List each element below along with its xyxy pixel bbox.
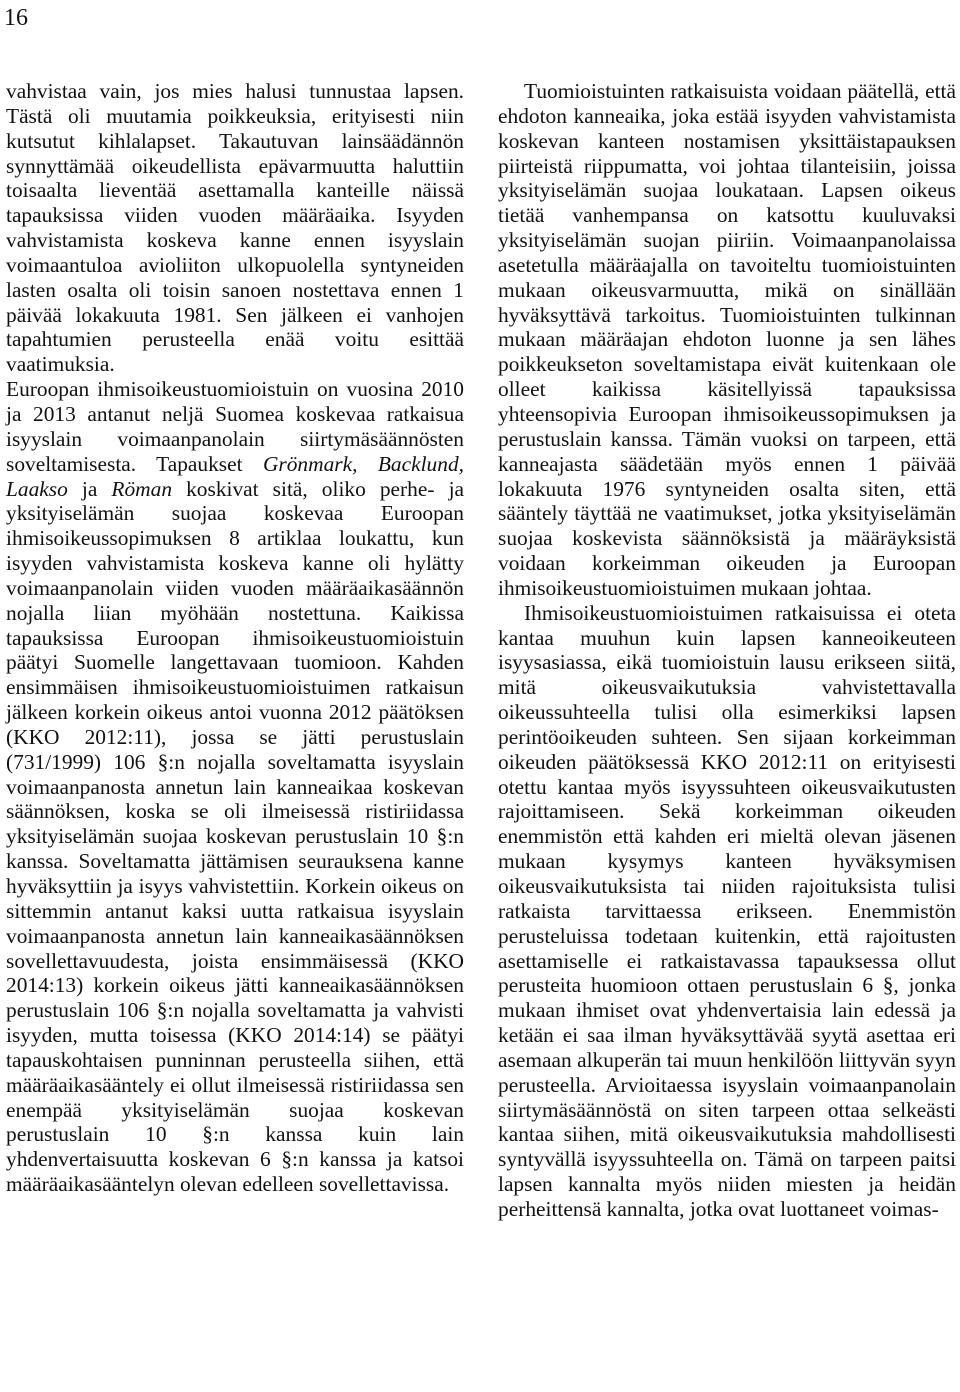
paragraph-text: ja [67, 476, 112, 501]
right-column [498, 79, 956, 1222]
case-names: Grönmark, Backlund, Laakso [6, 451, 464, 501]
left-column [6, 79, 464, 1197]
paragraph-text: Euroopan ihmisoikeustuomioistuin on vuosina 2010 ja 2013 antanut neljä Suomea koskevaa ratkaisua isyyslain voimaanpanolain siirtymäsäännösten soveltamisesta. Tapaukset [6, 377, 464, 476]
left-paragraph-1: vahvistaa vain, jos mies halusi tunnustaa lapsen. Tästä oli muutamia poikkeuksia, erityisesti niin kutsutut kihlalapset. Takautuvan lainsäädännön synnyttämää oikeudellista epävarmuutta haluttiin toisaalta lieventää asettamalla kanteille näissä tapauksissa viiden vuoden määräaika. Isyyden vahvistamista koskeva kanne ennen isyyslain voimaantuloa avioliiton ulkopuolella syntyneiden lasten osalta oli toisin sanoen nostettava ennen 1 päivää lokakuuta 1981. Sen jälkeen ei vanhojen tapahtumien perusteella enää voitu esittää vaatimuksia. [6, 79, 464, 377]
left-paragraph-2 [6, 377, 464, 1197]
paragraph-text: koskivat sitä, oliko perhe- ja yksityiselämän suojaa koskevaa Euroopan ihmisoikeussopimuksen 8 artiklaa loukattu, kun isyyden vahvistamista koskeva kanne oli hylätty voimaanpanolain viiden vuoden määräaikasäännön nojalla liian myöhään nostettuna. Kaikissa tapauksissa Euroopan ihmisoikeustuomioistuin päätyi Suomelle langettavaan tuomioon. Kahden ensimmäisen ihmisoikeustuomioistuimen ratkaisun jälkeen korkein oikeus antoi vuonna 2012 päätöksen (KKO 2012:11), jossa se jätti perustuslain (731/1999) 106 §:n nojalla soveltamatta isyyslain voimaanpanosta annetun lain kanneaikaa koskevan säännöksen, koska se oli ilmeisessä ristiriidassa yksityiselämän suojaa koskevan perustuslain 10 §:n kanssa. Soveltamatta jättämisen seurauksena kanne hyväksyttiin ja isyys vahvistettiin. Korkein oikeus on sittemmin antanut kaksi uutta ratkaisua isyyslain voimaanpanosta annetun lain kanneaikasäännöksen sovellettavuudesta, joista ensimmäisessä (KKO 2014:13) korkein oikeus jätti kanneaikasäännöksen perustuslain 106 §:n nojalla soveltamatta ja vahvisti isyyden, mutta toisessa (KKO 2014:14) se päätyi tapauskohtaisen punninnan perusteella siihen, että määräaikasääntely ei ollut ilmeisessä ristiriidassa sen enempää yksityiselämän suojaa koskevan perustuslain 10 §:n kanssa kuin lain yhdenvertaisuutta koskevan 6 §:n kanssa ja katsoi määräaikasääntelyn olevan edelleen sovellettavissa. [6, 476, 465, 1197]
page-number: 16 [4, 5, 28, 31]
right-paragraph-1: Tuomioistuinten ratkaisuista voidaan päätellä, että ehdoton kanneaika, joka estää isyyden vahvistamista koskevan kanteen nostamisen yksittäistapauksen piirteistä riippumatta, voi johtaa tilanteisiin, joissa yksityiselämän suojaa loukataan. Lapsen oikeus tietää vanhempansa on katsottu kuuluvaksi yksityiselämän suojan piiriin. Voimaanpanolaissa asetetulla määräajalla on tavoiteltu tuomioistuinten mukaan oikeusvarmuutta, mikä on sinällään hyväksyttävä tarkoitus. Tuomioistuinten tulkinnan mukaan määräajan ehdoton luonne ja sen lähes poikkeukseton soveltamistapa eivät kuitenkaan ole olleet kaikissa käsitellyissä tapauksissa yhteensopivia Euroopan ihmisoikeussopimuksen ja perustuslain kanssa. Tämän vuoksi on tarpeen, että kanneajasta säädetään myös ennen 1 päivää lokakuuta 1976 syntyneiden osalta siten, että sääntely täyttää ne vaatimukset, jotka yksityiselämän suojaa koskevista säännöksistä ja määräyksistä voidaan korkeimman oikeuden ja Euroopan ihmisoikeustuomioistuimen mukaan johtaa. [498, 79, 956, 600]
right-paragraph-2: Ihmisoikeustuomioistuimen ratkaisuissa ei oteta kantaa muuhun kuin lapsen kanneoikeuteen isyysasiassa, eikä tuomioistuin lausu erikseen siitä, mitä oikeusvaikutuksia vahvistettavalla oikeussuhteella tulisi olla esimerkiksi lapsen perintöoikeuden suhteen. Sen sijaan korkeimman oikeuden päätöksessä KKO 2012:11 on erityisesti otettu kantaa myös isyyssuhteen oikeusvaikutusten rajoittamiseen. Sekä korkeimman oikeuden enemmistön että kahden eri mieltä olevan jäsenen mukaan kysymys kanteen hyväksymisen oikeusvaikutuksista tai niiden rajoituksista tulisi ratkaista tarvittaessa erikseen. Enemmistön perusteluissa todetaan kuitenkin, että rajoitusten asettamiselle ei ratkaistavassa tapauksessa ollut perusteita huomioon ottaen perustuslain 6 §, jonka mukaan ihmiset ovat yhdenvertaisia lain edessä ja ketään ei saa ilman hyväksyttävää syytä asettaa eri asemaan alkuperän tai muun henkilöön liittyvän syyn perusteella. Arvioitaessa isyyslain voimaanpanolain siirtymäsäännöstä on siten tarpeen ottaa selkeästi kantaa siihen, mitä oikeusvaikutuksia mahdollisesti syntyvällä isyyssuhteella on. Tämä on tarpeen paitsi lapsen kannalta myös niiden miesten ja heidän perheittensä kannalta, jotka ovat luottaneet voimas- [498, 600, 956, 1221]
case-name-last: Röman [111, 476, 173, 501]
